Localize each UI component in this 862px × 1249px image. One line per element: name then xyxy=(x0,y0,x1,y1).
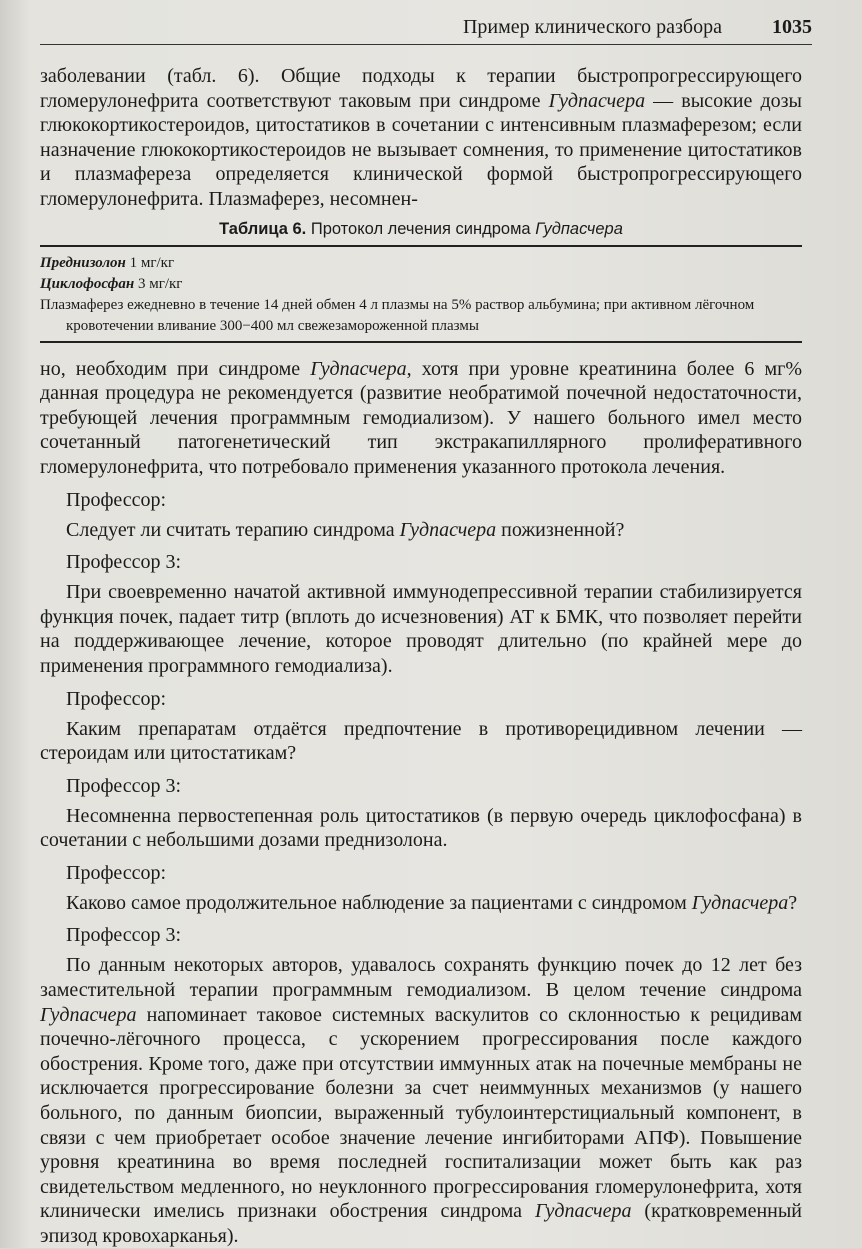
procedure-name: Плазмаферез xyxy=(40,296,124,313)
running-title: Пример клинического разбора xyxy=(462,16,722,38)
continuation-paragraph xyxy=(40,357,802,480)
continuation-text-before: но, необходим при синдроме xyxy=(40,357,311,380)
intro-syndrome: Гудпасчера xyxy=(548,89,646,112)
answer-1: При своевременно начатой активной иммунодепрессивной терапии стабилизируется функция почек, падает титр (вплоть до исчезновения) АТ к БМК, что позволяет перейти на поддерживающее лечение, которое проводят длительно (по крайней мере до применения программного гемодиализа). xyxy=(40,581,802,677)
speaker-label: Профессор: xyxy=(66,861,167,884)
speaker-label: Профессор 3: xyxy=(66,551,182,574)
q1-text-after: пожизненной? xyxy=(496,518,625,541)
q1-text-before: Следует ли считать терапию синдрома xyxy=(66,518,400,541)
continuation-syndrome: Гудпасчера xyxy=(310,357,407,380)
a3-text-part3: (кратковременный эпизод кровохарканья). xyxy=(40,1200,802,1247)
intro-text-after: — высокие дозы глюкокортикостероидов, цитостатиков в сочетании с интенсивным плазмаферезом; если назначение глюкокортикостероидов не вызывает сомнения, то применение цитостатиков и плазмафереза определяется клинической формой быстропрогрессирующего гломерулонефрита. Плазмаферез, несомнен- xyxy=(40,89,802,210)
treatment-table xyxy=(40,220,802,343)
speaker-label: Профессор 3: xyxy=(66,924,182,947)
q3-text-after: ? xyxy=(788,891,798,914)
drug-name: Преднизолон xyxy=(40,254,126,271)
table-label: Таблица 6. xyxy=(219,219,307,238)
q3-text-before: Каково самое продолжительное наблюдение за пациентами с синдромом xyxy=(66,891,692,914)
question-3 xyxy=(40,891,802,916)
table-caption: Протокол лечения синдрома xyxy=(310,219,531,238)
table-row xyxy=(40,253,802,274)
drug-dose: 3 мг/кг xyxy=(137,275,183,292)
continuation-text-after: , хотя при уровне креатинина более 6 мг% данная процедура не рекомендуется (развитие необратимой почечной недостаточности, требующей лечения программным гемодиализом). У нашего больного имел место сочетанный патогенетический тип экстракапиллярного пролиферативного гломерулонефрита, что потребовало применения указанного протокола лечения. xyxy=(40,357,803,478)
page-header xyxy=(40,14,812,45)
a3-text-part2: напоминает таковое системных васкулитов со склонностью к рецидивам почечно-лёгочного процесса, с ускорением прогрессирования после каждого обострения. Кроме того, даже при отсутствии иммунных атак на почечные мембраны не исключается прогрессирование болезни за счет неиммунных механизмов (у нашего больного, по данным биопсии, выраженный тубулоинтерстициальный компонент, в связи с чем приобретает особое значение лечение ингибиторами АПФ). Повышение уровня креатинина во время последней госпитализации может быть как раз свидетельством медленного, но неуклонного прогрессирования гломерулонефрита, хотя клинически имелись признаки обострения синдрома xyxy=(40,1003,802,1223)
intro-text-before: заболевании (табл. 6). Общие подходы к терапии быстропрогрессирующего гломерулонефрита соответствуют таковым при синдроме xyxy=(40,65,802,112)
speaker-label: Профессор: xyxy=(66,687,167,710)
procedure-details: ежедневно в течение 14 дней обмен 4 л плазмы на 5% раствор альбумина; при активном лёгочном кровотечении вливание 300−400 мл свежезамороженной плазмы xyxy=(66,296,755,334)
table-syndrome: Гудпасчера xyxy=(535,219,623,238)
a3-text-part1: По данным некоторых авторов, удавалось сохранять функцию почек до 12 лет без заместительной терапии программным гемодиализом. В целом течение синдрома xyxy=(40,954,802,1002)
answer-3 xyxy=(40,953,802,1248)
table-bottom-rule xyxy=(40,341,802,343)
a3-syndrome-1: Гудпасчера xyxy=(40,1003,137,1026)
q1-syndrome: Гудпасчера xyxy=(399,518,497,541)
page-number: 1035 xyxy=(772,16,812,38)
table-title xyxy=(40,220,802,239)
speaker-label: Профессор 3: xyxy=(66,774,182,797)
answer-2: Несомненна первостепенная роль цитостатиков (в первую очередь циклофосфана) в сочетании с небольшими дозами преднизолона. xyxy=(40,804,802,852)
table-top-rule xyxy=(40,245,802,247)
drug-dose: 1 мг/кг xyxy=(129,254,175,271)
question-2: Каким препаратам отдаётся предпочтение в противорецидивном лечении — стероидам или цитостатикам? xyxy=(40,717,802,765)
table-row xyxy=(40,295,802,337)
page-content xyxy=(40,64,802,1249)
q3-syndrome: Гудпасчера xyxy=(691,891,789,914)
speaker-label: Профессор: xyxy=(66,488,167,511)
intro-paragraph xyxy=(40,64,802,212)
question-1 xyxy=(40,518,802,543)
table-row xyxy=(40,274,802,295)
a3-syndrome-2: Гудпасчера xyxy=(534,1200,632,1223)
drug-name: Циклофосфан xyxy=(40,275,135,292)
